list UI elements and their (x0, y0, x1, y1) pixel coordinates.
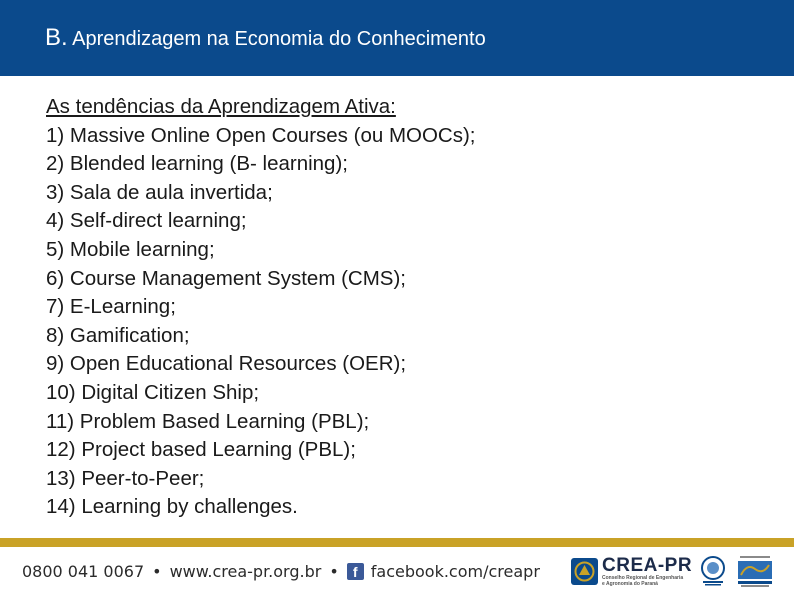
list-item: 11) Problem Based Learning (PBL); (46, 409, 370, 433)
iso-9001-seal-icon (737, 555, 773, 589)
list-item: 9) Open Educational Resources (OER); (46, 352, 407, 376)
trend-list (46, 122, 766, 522)
list-heading: As tendências da Aprendizagem Ativa: (46, 95, 396, 118)
list-item: 3) Sala de aula invertida; (46, 180, 273, 204)
footer-contact (22, 562, 540, 581)
list-item: 5) Mobile learning; (46, 237, 215, 261)
crea-logo-text (602, 556, 692, 587)
list-item: 7) E-Learning; (46, 295, 176, 319)
separator-dot: • (152, 562, 162, 581)
list-item: 10) Digital Citizen Ship; (46, 380, 260, 404)
list-item: 1) Massive Online Open Courses (ou MOOCs); (46, 123, 476, 147)
website-link[interactable]: www.crea-pr.org.br (169, 562, 322, 581)
slide-title (45, 24, 486, 52)
crea-logo-name: CREA-PR (602, 555, 693, 576)
list-item: 12) Project based Learning (PBL); (46, 438, 356, 462)
certification-seal-icon (699, 556, 727, 586)
footer (0, 547, 794, 595)
crea-logo (571, 556, 692, 587)
footer-divider (0, 538, 794, 547)
slide-body (46, 93, 766, 522)
phone-number: 0800 041 0067 (22, 562, 145, 581)
list-item: 8) Gamification; (46, 323, 190, 347)
list-item: 2) Blended learning (B- learning); (46, 152, 348, 176)
crea-emblem-icon (571, 558, 598, 585)
crea-logo-subtitle-1: Conselho Regional de Engenharia (602, 575, 684, 581)
crea-logo-subtitle-2: e Agronomia do Paraná (602, 581, 658, 587)
list-item: 6) Course Management System (CMS); (46, 266, 407, 290)
slide-title-letter: B. (45, 24, 68, 51)
facebook-icon: f (347, 563, 364, 580)
slide-title-text: Aprendizagem na Economia do Conhecimento (72, 28, 486, 50)
list-item: 13) Peer-to-Peer; (46, 466, 205, 490)
separator-dot: • (329, 562, 339, 581)
list-item: 14) Learning by challenges. (46, 495, 298, 519)
header-bar (0, 0, 794, 76)
facebook-link[interactable]: facebook.com/creapr (370, 562, 540, 581)
list-item: 4) Self-direct learning; (46, 209, 247, 233)
